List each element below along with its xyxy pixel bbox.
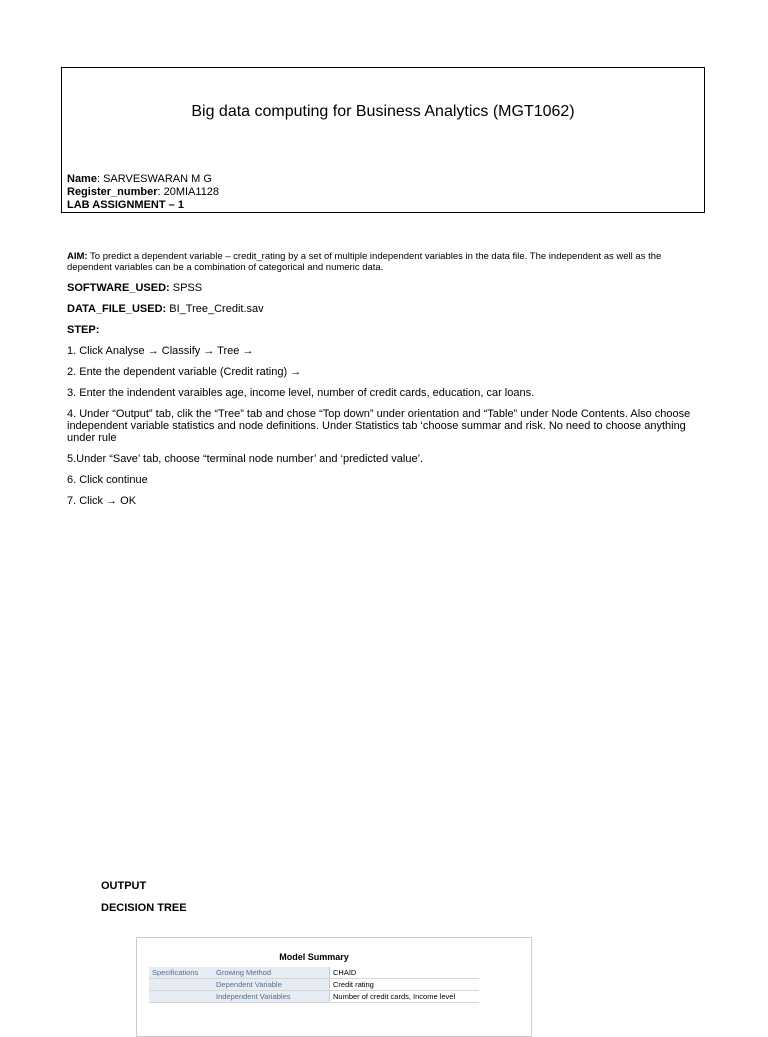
- step-label: STEP:: [67, 324, 100, 336]
- data-file-value: BI_Tree_Credit.sav: [166, 303, 264, 315]
- table-row: [149, 991, 479, 1003]
- table-row: [149, 979, 479, 991]
- register-label: Register_number: [67, 186, 158, 198]
- name-value: : SARVESWARAN M G: [96, 173, 212, 185]
- step-item: 7. Click → OK: [67, 495, 137, 507]
- output-section: [101, 880, 187, 924]
- step-item: 6. Click continue: [67, 474, 148, 486]
- model-summary-table: [149, 967, 479, 1003]
- section-cell: [149, 991, 213, 1003]
- value-cell: CHAID: [330, 967, 480, 979]
- assignment-label: LAB ASSIGNMENT – 1: [67, 199, 184, 211]
- aim-label: AIM:: [67, 251, 88, 262]
- software-label: SOFTWARE_USED:: [67, 282, 170, 294]
- step-item: 4. Under “Output” tab, clik the “Tree” tab and chose “Top down” under orientation and “Table” under Node Contents. Also choose independent variable statistics and node definitions. Under Statistics tab ‘choose summar and risk. No need to choose anything under rule: [67, 408, 691, 444]
- model-summary-title: Model Summary: [279, 952, 349, 962]
- step-item: 2. Ente the dependent variable (Credit rating) →: [67, 366, 302, 378]
- section-cell: [149, 979, 213, 991]
- data-file-line: [67, 303, 707, 315]
- output-heading: OUTPUT: [101, 880, 147, 892]
- key-cell: Independent Variables: [213, 991, 330, 1003]
- assignment-content: [67, 251, 707, 516]
- software-value: SPSS: [169, 282, 203, 294]
- header-box: [61, 67, 705, 213]
- aim-paragraph: [67, 251, 707, 273]
- decision-tree-heading: DECISION TREE: [101, 902, 187, 914]
- register-value: : 20MIA1128: [157, 186, 220, 198]
- value-cell: Credit rating: [330, 979, 480, 991]
- model-summary-screenshot: [136, 937, 532, 1037]
- software-line: [67, 282, 707, 294]
- step-item: 1. Click Analyse → Classify → Tree →: [67, 345, 254, 357]
- data-file-label: DATA_FILE_USED:: [67, 303, 167, 315]
- aim-text: To predict a dependent variable – credit_rating by a set of multiple independent variables in the data file. The independent as well as the dependent variables can be a combination of categorical and numeric data.: [67, 251, 662, 273]
- table-row: [149, 967, 479, 979]
- step-item: 5.Under “Save’ tab, choose “terminal node number’ and ‘predicted value’.: [67, 453, 424, 465]
- student-info: [67, 173, 219, 212]
- key-cell: Growing Method: [213, 967, 330, 979]
- value-cell: Number of credit cards, Income level: [330, 991, 480, 1003]
- section-cell: Specifications: [149, 967, 213, 979]
- document-title: Big data computing for Business Analytics (MGT1062): [191, 103, 575, 120]
- step-item: 3. Enter the indendent varaibles age, income level, number of credit cards, education, car loans.: [67, 387, 535, 399]
- key-cell: Dependent Variable: [213, 979, 330, 991]
- step-heading: [67, 324, 707, 336]
- name-label: Name: [67, 173, 97, 185]
